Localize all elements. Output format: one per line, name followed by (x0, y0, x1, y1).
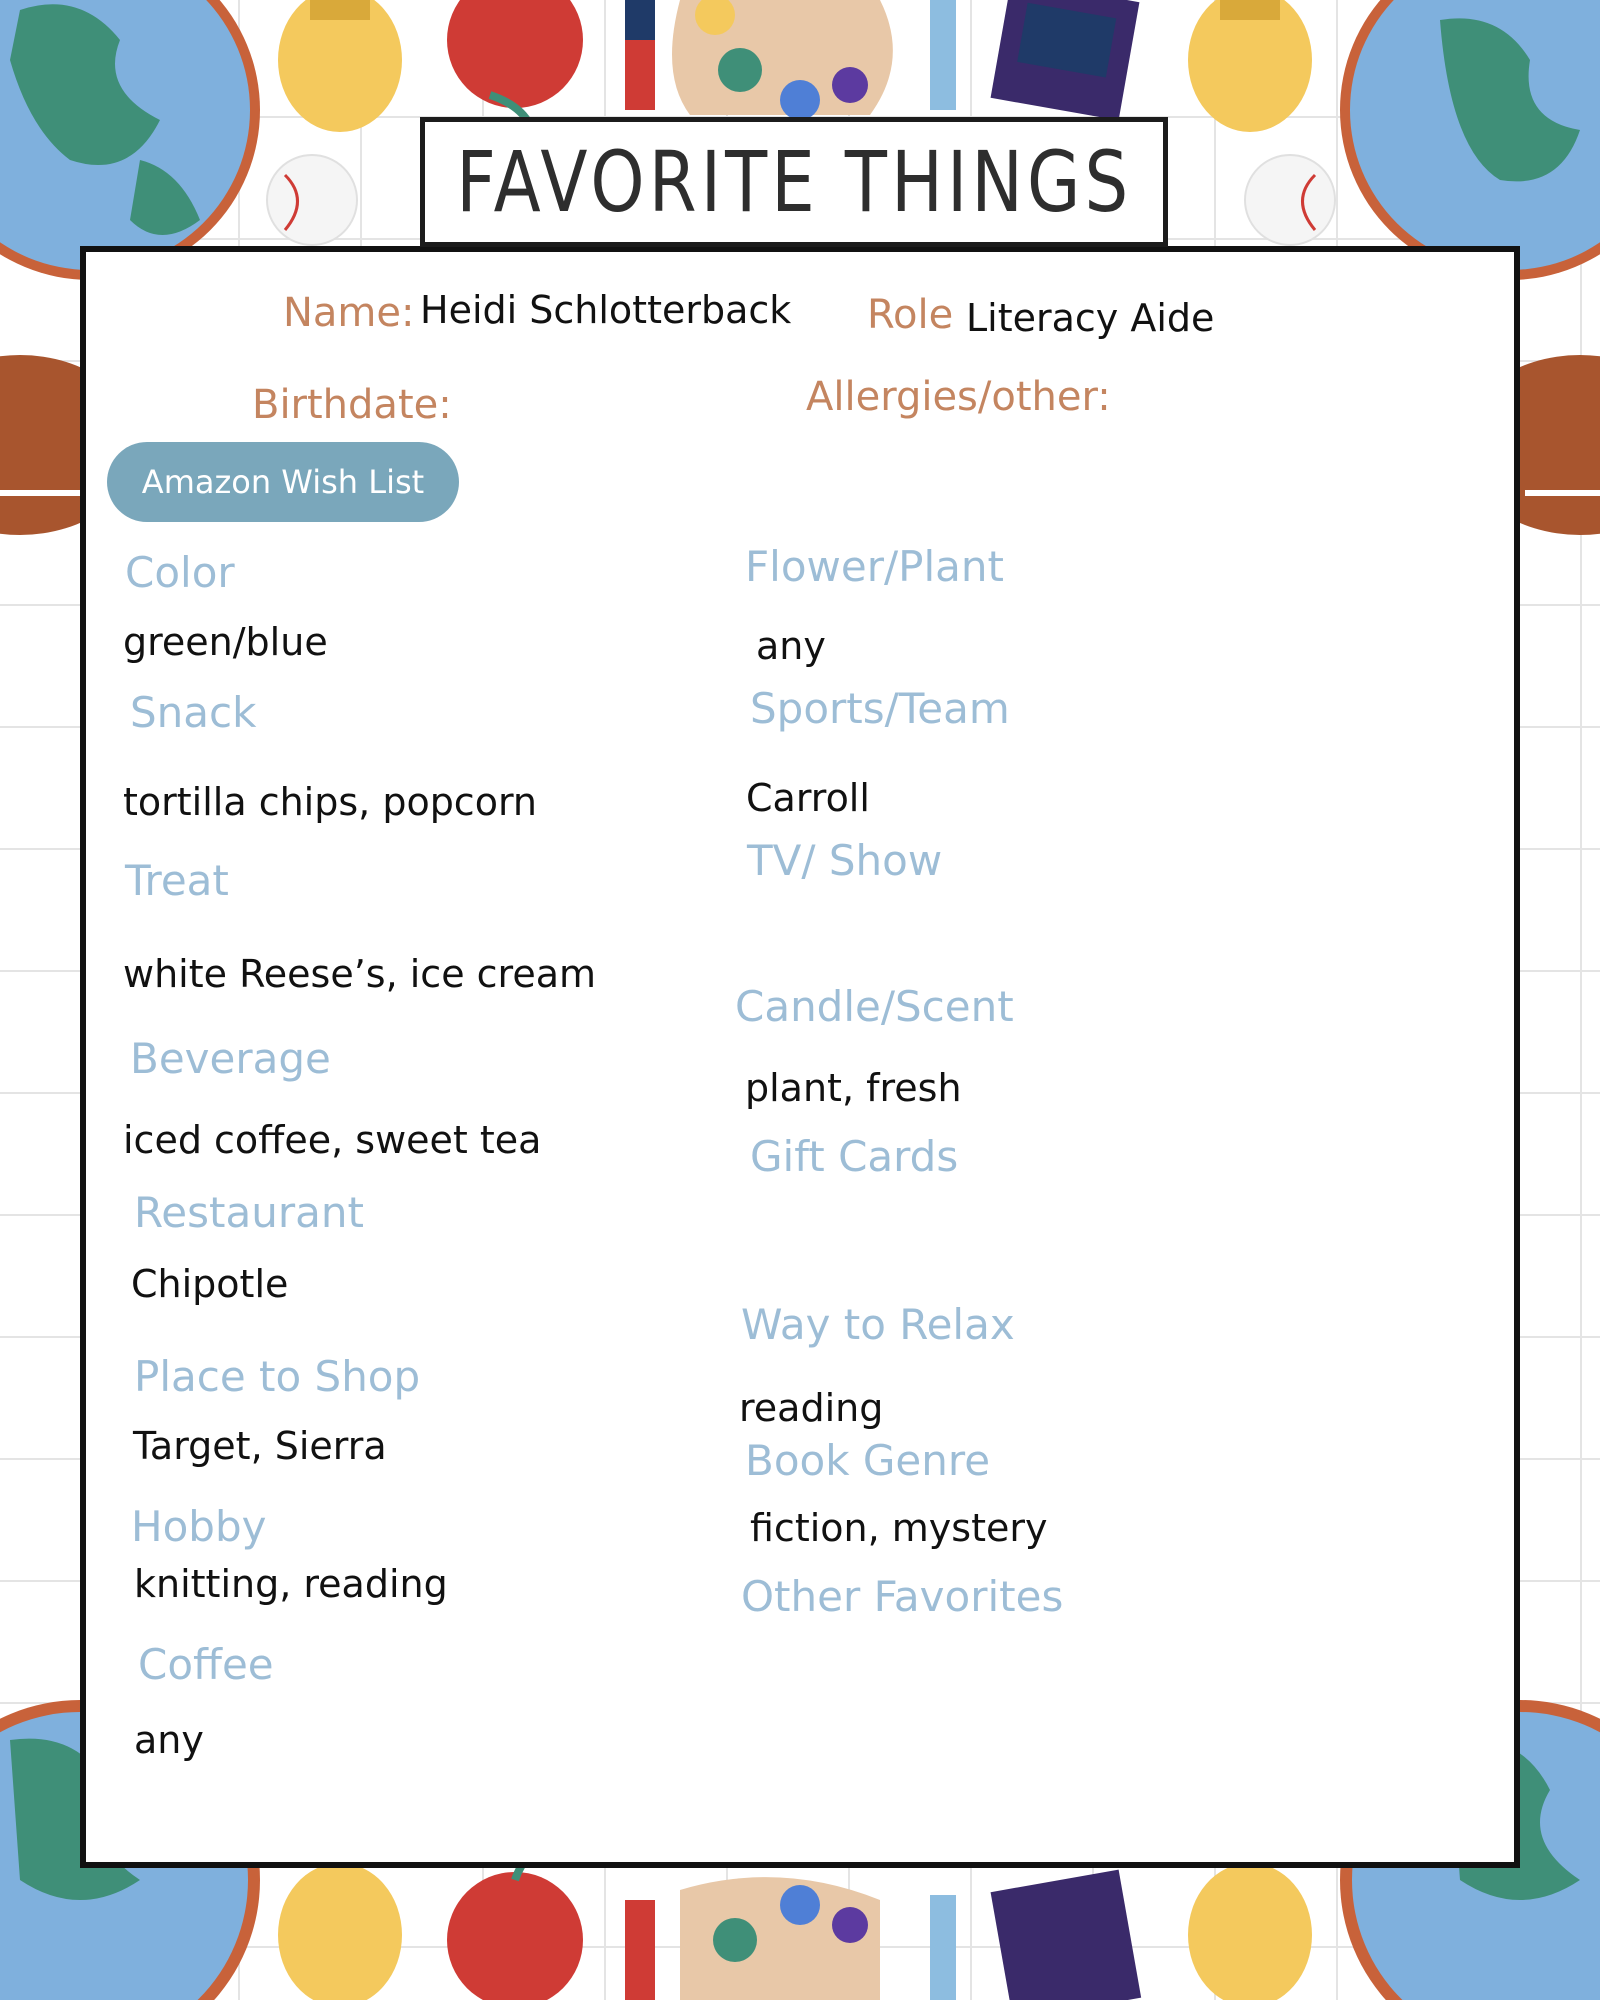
category-label-restaurant: Restaurant (134, 1188, 364, 1237)
globe-illustration (1340, 0, 1600, 280)
role-value: Literacy Aide (966, 296, 1215, 340)
category-value-beverage: iced coffee, sweet tea (123, 1118, 542, 1162)
pencil-illustration (930, 1895, 956, 2000)
apple-illustration (447, 0, 583, 125)
category-value-flower-plant: any (756, 624, 826, 668)
pencil-illustration (930, 0, 956, 110)
category-label-snack: Snack (130, 688, 257, 737)
category-value-snack: tortilla chips, popcorn (123, 780, 537, 824)
category-label-gift-cards: Gift Cards (750, 1132, 959, 1181)
category-label-hobby: Hobby (131, 1502, 267, 1551)
category-value-hobby: knitting, reading (134, 1562, 448, 1606)
category-value-candle-scent: plant, fresh (745, 1066, 962, 1110)
category-label-candle-scent: Candle/Scent (735, 982, 1014, 1031)
allergies-label: Allergies/other: (806, 374, 1111, 420)
light-bulb-illustration (278, 0, 402, 132)
calculator-illustration (991, 1870, 1142, 2000)
globe-illustration (0, 0, 260, 280)
category-label-treat: Treat (125, 856, 229, 905)
category-label-flower-plant: Flower/Plant (745, 542, 1004, 591)
baseball-illustration (267, 155, 357, 245)
name-label: Name: (283, 290, 415, 336)
category-label-coffee: Coffee (138, 1640, 274, 1689)
birthdate-label: Birthdate: (252, 382, 452, 428)
category-label-other-favorites: Other Favorites (741, 1572, 1064, 1621)
category-value-coffee: any (134, 1718, 204, 1762)
page-title: FAVORITE THINGS (455, 133, 1133, 231)
category-value-way-to-relax: reading (739, 1386, 884, 1430)
category-label-way-to-relax: Way to Relax (741, 1300, 1015, 1349)
amazon-wish-list-button[interactable]: Amazon Wish List (107, 442, 459, 522)
light-bulb-illustration (278, 1863, 402, 2000)
form-card (80, 246, 1520, 1868)
category-value-treat: white Reese’s, ice cream (123, 952, 597, 996)
category-value-restaurant: Chipotle (131, 1262, 289, 1306)
category-label-tv-show: TV/ Show (747, 836, 943, 885)
pencil-illustration (625, 1900, 655, 2000)
light-bulb-illustration (1188, 1863, 1312, 2000)
paint-palette-illustration (680, 1877, 880, 2000)
category-label-book-genre: Book Genre (745, 1436, 991, 1485)
category-value-book-genre: fiction, mystery (750, 1506, 1048, 1550)
category-label-place-to-shop: Place to Shop (134, 1352, 421, 1401)
light-bulb-illustration (1188, 0, 1312, 132)
baseball-illustration (1245, 155, 1335, 245)
role-label: Role (867, 292, 954, 338)
category-value-place-to-shop: Target, Sierra (133, 1424, 387, 1468)
category-label-color: Color (125, 548, 235, 597)
calculator-illustration (991, 0, 1140, 120)
pencil-illustration (625, 0, 655, 110)
category-label-sports-team: Sports/Team (750, 684, 1010, 733)
category-label-beverage: Beverage (130, 1034, 331, 1083)
paint-palette-illustration (672, 0, 893, 120)
category-value-sports-team: Carroll (746, 776, 870, 820)
name-value: Heidi Schlotterback (420, 288, 792, 332)
category-value-color: green/blue (123, 620, 328, 664)
page-title-box (420, 117, 1168, 247)
